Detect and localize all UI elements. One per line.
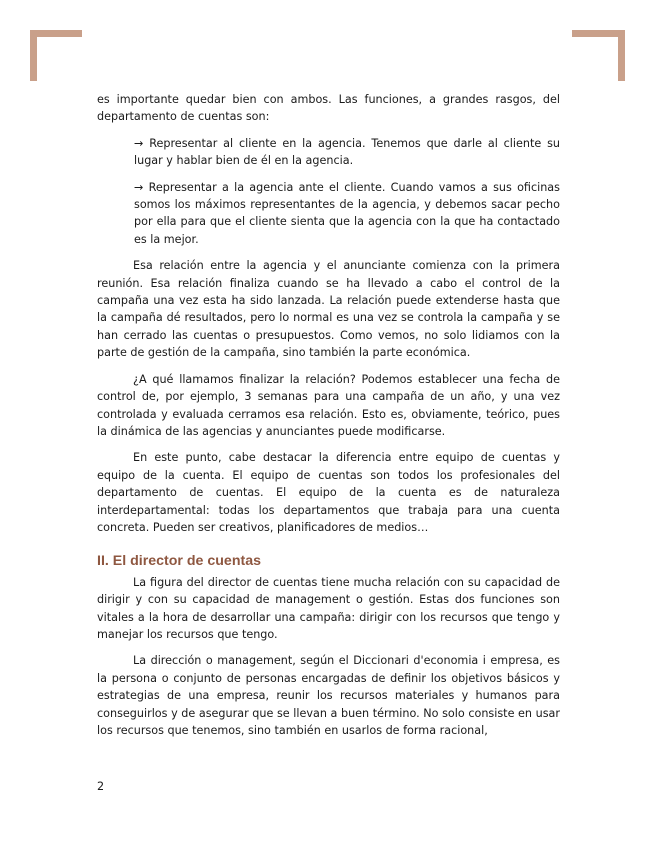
corner-bracket-left-horizontal bbox=[30, 30, 82, 37]
corner-bracket-left-vertical bbox=[30, 30, 37, 81]
body-paragraph: Esa relación entre la agencia y el anunciante comienza con la primera reunión. Esa relación finaliza cuando se ha llevado a cabo el control de la campaña una vez esta ha sido lanzada. La relación puede extenderse hasta que la campaña dé resultados, pero lo normal es una vez se controla la campaña y se han cerrado las cuentas o presupuestos. Como vemos, no solo lidiamos con la parte de gestión de la campaña, sino también la parte económica. bbox=[97, 259, 560, 360]
bullet-item: → Representar a la agencia ante el cliente. Cuando vamos a sus oficinas somos los máximos representantes de la agencia, y debemos sacar pecho por ella para que el cliente sienta que la agencia con la que ha contactado es la mejor. bbox=[134, 180, 560, 246]
body-paragraph: En este punto, cabe destacar la diferencia entre equipo de cuentas y equipo de la cuenta. El equipo de cuentas son todos los profesionales del departamento de cuentas. El equipo de la cuenta es de naturaleza interdepartamental: todas los departamentos que trabaja para una cuenta concreta. Pueden ser creativos, planificadores de medios… bbox=[97, 451, 560, 534]
page-number: 2 bbox=[97, 780, 105, 793]
page-body bbox=[97, 91, 560, 748]
section-paragraph: La figura del director de cuentas tiene mucha relación con su capacidad de dirigir y con su capacidad de management o gestión. Estas dos funciones son vitales a la hora de desarrollar una campaña: dirigir con los recursos que tengo y manejar los recursos que tengo. bbox=[97, 575, 560, 641]
corner-bracket-right-vertical bbox=[618, 30, 625, 81]
section-paragraph: La dirección o management, según el Diccionari d'economia i empresa, es la persona o conjunto de personas encargadas de definir los objetivos básicos y estrategias de una empresa, reunir los recursos materiales y humanos para conseguirlos y de asegurar que se llevan a buen término. No solo consiste en usar los recursos que tenemos, sino también en usarlos de forma racional, bbox=[97, 654, 560, 737]
body-paragraph: ¿A qué llamamos finalizar la relación? Podemos establecer una fecha de control de, por ejemplo, 3 semanas para una campaña de un año, y una vez controlada y evaluada cerramos esa relación. Esto es, obviamente, teórico, pues la dinámica de las agencias y anunciantes puede modificarse. bbox=[97, 372, 560, 438]
intro-paragraph: es importante quedar bien con ambos. Las funciones, a grandes rasgos, del departamento de cuentas son: bbox=[97, 93, 560, 124]
bullet-item: → Representar al cliente en la agencia. Tenemos que darle al cliente su lugar y hablar bien de él en la agencia. bbox=[134, 136, 560, 168]
section-heading: II. El director de cuentas bbox=[97, 553, 261, 570]
